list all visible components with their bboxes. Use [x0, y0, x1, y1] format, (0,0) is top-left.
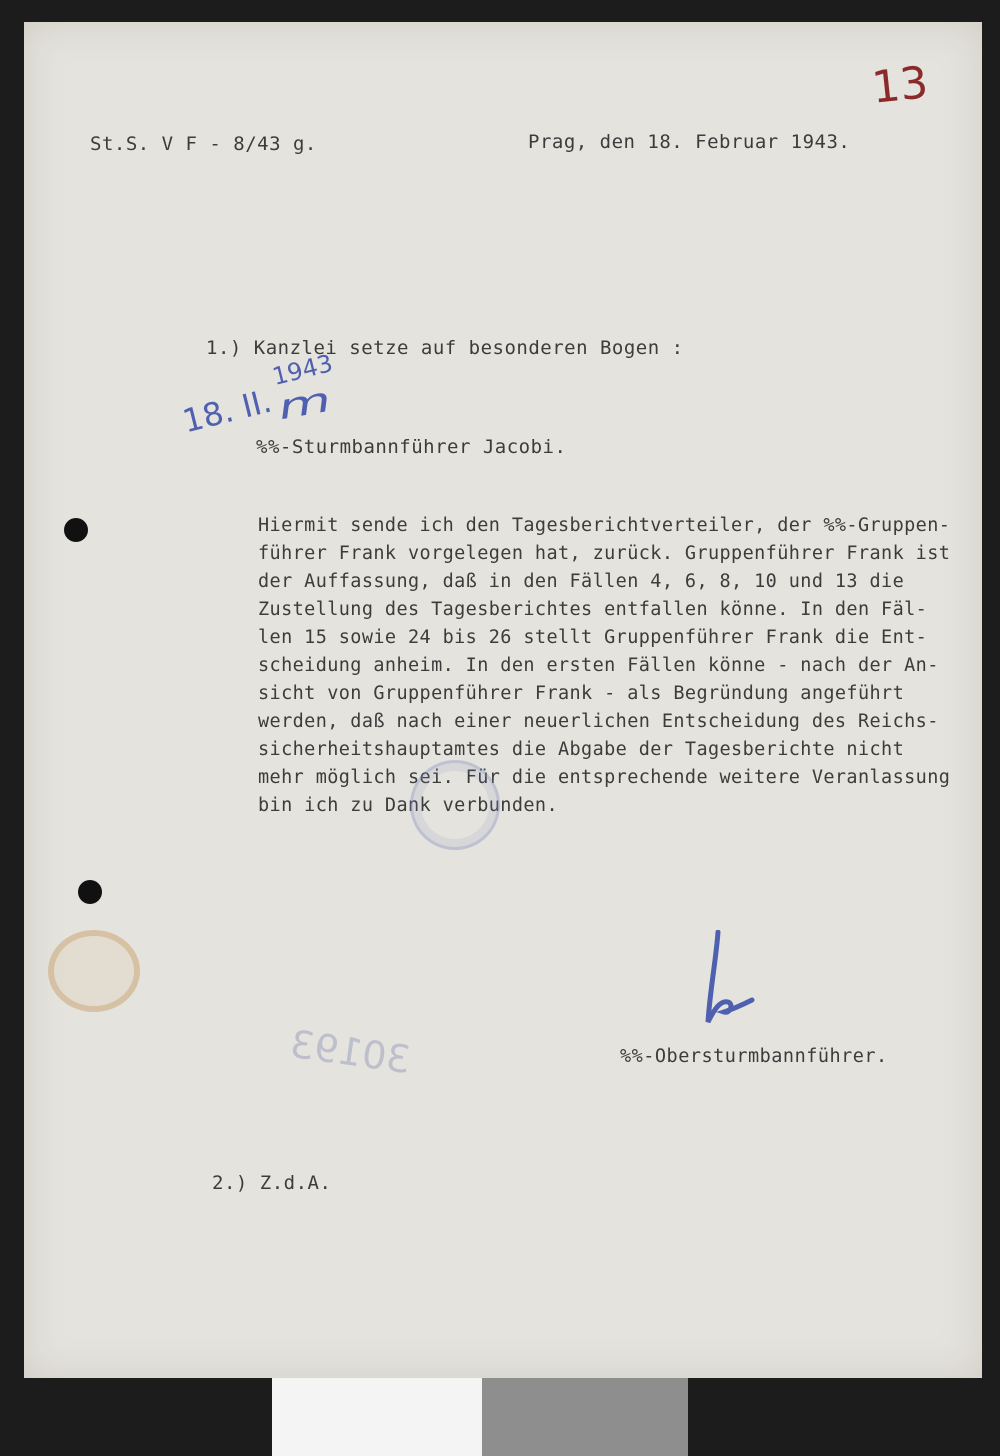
- body-line: Zustellung des Tagesberichtes entfallen könne. In den Fäl-: [258, 599, 928, 620]
- calibration-strip-white: [272, 1378, 482, 1456]
- place-date: Prag, den 18. Februar 1943.: [528, 131, 851, 153]
- body-line: der Auffassung, daß in den Fällen 4, 6, 8, 10 und 13 die: [258, 571, 905, 592]
- rust-stain: [48, 930, 140, 1012]
- body-line: len 15 sowie 24 bis 26 stellt Gruppenführer Frank die Ent-: [258, 627, 928, 648]
- body-line: Hiermit sende ich den Tagesberichtverteiler, der %%-Gruppen-: [258, 515, 951, 536]
- page-number: 13: [869, 57, 931, 114]
- item-1-instruction: 1.) Kanzlei setze auf besonderen Bogen :: [206, 337, 684, 359]
- body-line: bin ich zu Dank verbunden.: [258, 795, 558, 816]
- body-line: sicht von Gruppenführer Frank - als Begründung angeführt: [258, 683, 905, 704]
- body-line: scheidung anheim. In den ersten Fällen könne - nach der An-: [258, 655, 939, 676]
- calibration-strip-gray: [482, 1378, 688, 1456]
- item-2-instruction: 2.) Z.d.A.: [212, 1172, 332, 1194]
- faded-round-stamp: [410, 760, 500, 850]
- handwritten-year: 1943: [269, 349, 336, 391]
- handwritten-initials: m: [274, 379, 335, 429]
- body-line: führer Frank vorgelegen hat, zurück. Gruppenführer Frank ist: [258, 543, 951, 564]
- recipient: %%-Sturmbannführer Jacobi.: [256, 436, 567, 458]
- handwritten-date: 18. II.: [178, 381, 276, 441]
- body-line: sicherheitshauptamtes die Abgabe der Tagesberichte nicht: [258, 739, 905, 760]
- archive-number-mirrored: 30193: [287, 1021, 414, 1083]
- signature-title: %%-Obersturmbannführer.: [620, 1046, 888, 1067]
- punch-hole-top: [64, 518, 88, 542]
- punch-hole-bottom: [78, 880, 102, 904]
- body-line: werden, daß nach einer neuerlichen Entscheidung des Reichs-: [258, 711, 939, 732]
- handwritten-signature: [700, 930, 770, 1030]
- body-line: mehr möglich sei. Für die entsprechende weitere Veranlassung: [258, 767, 951, 788]
- reference-number: St.S. V F - 8/43 g.: [90, 133, 317, 155]
